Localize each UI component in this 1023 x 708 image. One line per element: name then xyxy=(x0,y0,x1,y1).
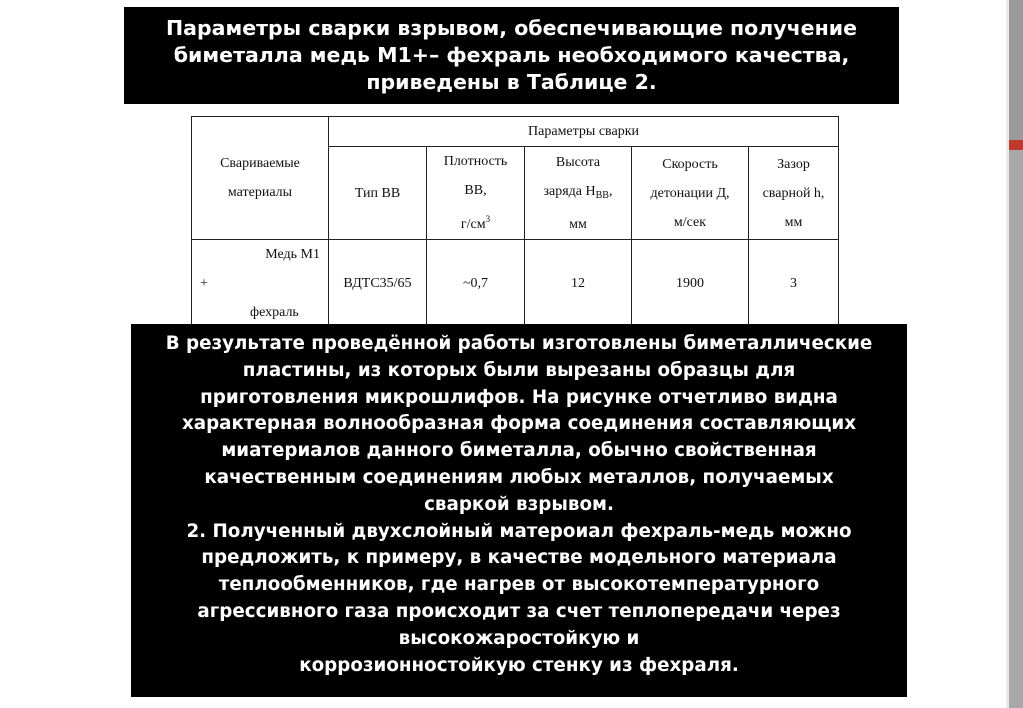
body-line-3: приготовления микрошлифов. На рисунке отчетливо видна xyxy=(200,386,838,408)
title-line-1: Параметры сварки взрывом, обеспечивающие получение xyxy=(165,16,858,40)
cell-explosive-type: ВДТС35/65 xyxy=(329,240,427,328)
title-line-2: биметалла медь М1+– фехраль необходимого качества, xyxy=(173,43,850,67)
slide-title xyxy=(124,7,899,104)
body-line-8: 2. Полученный двухслойный матероиал фехраль-медь можно xyxy=(186,520,852,542)
body-line-5: миатериалов данного биметалла, обычно свойственная xyxy=(221,440,817,462)
col-weld-gap: Зазор сварной h, мм xyxy=(749,147,839,240)
col-charge-height: Высота заряда $Н_{ВВ}$, мм xyxy=(525,147,632,240)
cell-weld-gap: 3 xyxy=(749,240,839,328)
parameters-table xyxy=(191,116,838,319)
body-line-12: высокожаростойкую и xyxy=(398,627,640,649)
body-line-9: предложить, к примеру, в качестве модельного материала xyxy=(201,547,837,569)
materials-header: Свариваемые материалы xyxy=(192,117,329,240)
col-explosive-type: Тип ВВ xyxy=(329,147,427,240)
body-line-11: агрессивного газа происходит за счет теплопередачи через xyxy=(197,600,841,622)
body-line-1: В результате проведённой работы изготовлены биметаллические xyxy=(165,333,873,354)
cell-charge-height: 12 xyxy=(525,240,632,328)
right-edge-bar xyxy=(1006,0,1023,708)
cell-density: ~0,7 xyxy=(427,240,525,328)
body-line-2: пластины, из которых были вырезаны образцы для xyxy=(242,359,796,381)
table-row xyxy=(192,240,839,328)
body-line-6: качественным соединениям любых металлов, получаемых xyxy=(204,466,834,488)
body-line-7: сваркой взрывом. xyxy=(424,493,614,515)
conclusion-text xyxy=(131,324,907,697)
cell-material: Медь М1 + фехраль xyxy=(192,240,329,328)
body-line-13: коррозионностойкую стенку из фехраля. xyxy=(299,654,739,676)
cell-detonation-speed: 1900 xyxy=(632,240,749,328)
title-line-3: приведены в Таблице 2. xyxy=(366,70,657,94)
col-detonation-speed: Скорость детонации Д, м/сек xyxy=(632,147,749,240)
welding-params-header: Параметры сварки xyxy=(329,117,839,147)
body-line-4: характерная волнообразная форма соединения составляющих xyxy=(181,413,857,435)
col-density: Плотность ВВ, $г/см^3$ xyxy=(427,147,525,240)
body-line-10: теплообменников, где нагрев от высокотемпературного xyxy=(218,574,820,596)
